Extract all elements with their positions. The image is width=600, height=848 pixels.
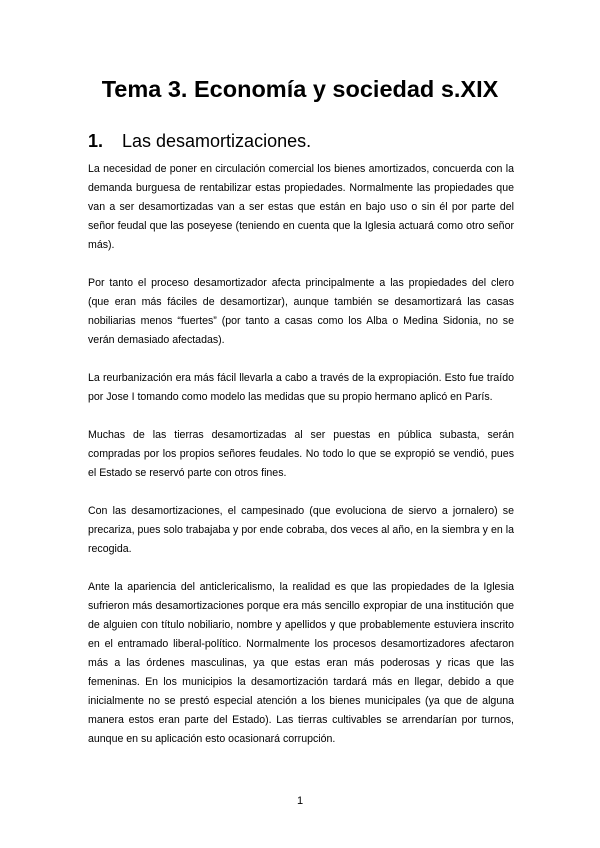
paragraph-4: Muchas de las tierras desamortizadas al ser puestas en pública subasta, serán compradas por los propios señores feudales. No todo lo que se expropió se vendió, pues el Estado se reservó parte con otros fines. (88, 429, 514, 479)
paragraph-5: Con las desamortizaciones, el campesinado (que evoluciona de siervo a jornalero) se precariza, pues solo trabajaba y por ende cobraba, dos veces al año, en la siembra y en la recogida. (88, 505, 514, 555)
section-number: 1. (88, 131, 104, 151)
page-number: 1 (296, 795, 304, 807)
paragraph-1: La necesidad de poner en circulación comercial los bienes amortizados, concuerda con la demanda burguesa de rentabilizar estas propiedades. Normalmente las propiedades que van a ser desamortizadas van a ser estas que están en bajo uso o sin él por parte del señor feudal que las poseyese (teniendo en cuenta que la Iglesia actuará como otro señor más). (88, 163, 514, 251)
body-text (88, 160, 514, 768)
section-title: Las desamortizaciones. (122, 131, 312, 151)
paragraph-2: Por tanto el proceso desamortizador afecta principalmente a las propiedades del clero (que eran más fáciles de desamortizar), aunque también se desamortizará las casas nobiliarias menos “fuertes” (por tanto a casas como los Alba o Medina Sidonia, no se verán demasiado afectadas). (88, 277, 514, 346)
document-title: Tema 3. Economía y sociedad s.XIX (101, 76, 499, 102)
paragraph-3: La reurbanización era más fácil llevarla a cabo a través de la expropiación. Esto fue traído por Jose I tomando como modelo las medidas que su propio hermano aplicó en París. (88, 372, 514, 403)
paragraph-6: Ante la apariencia del anticlericalismo, la realidad es que las propiedades de la Iglesia sufrieron más desamortizaciones porque era más sencillo expropiar de una institución que de alguien con título nobiliario, nombre y apellidos y que probablemente estuviera inscrito en el entramado liberal-político. Normalmente los procesos desamortizadores afectaron más a las órdenes masculinas, ya que estas eran más poderosas y ricas que las femeninas. En los municipios la desamortización tardará más en llegar, debido a que inicialmente no se prestó especial atención a los bienes municipales (ya que de alguna manera estos eran parte del Estado). Las tierras cultivables se arrendarían por turnos, aunque en su aplicación esto ocasionará corrupción. (88, 581, 514, 745)
section-heading (88, 129, 311, 153)
